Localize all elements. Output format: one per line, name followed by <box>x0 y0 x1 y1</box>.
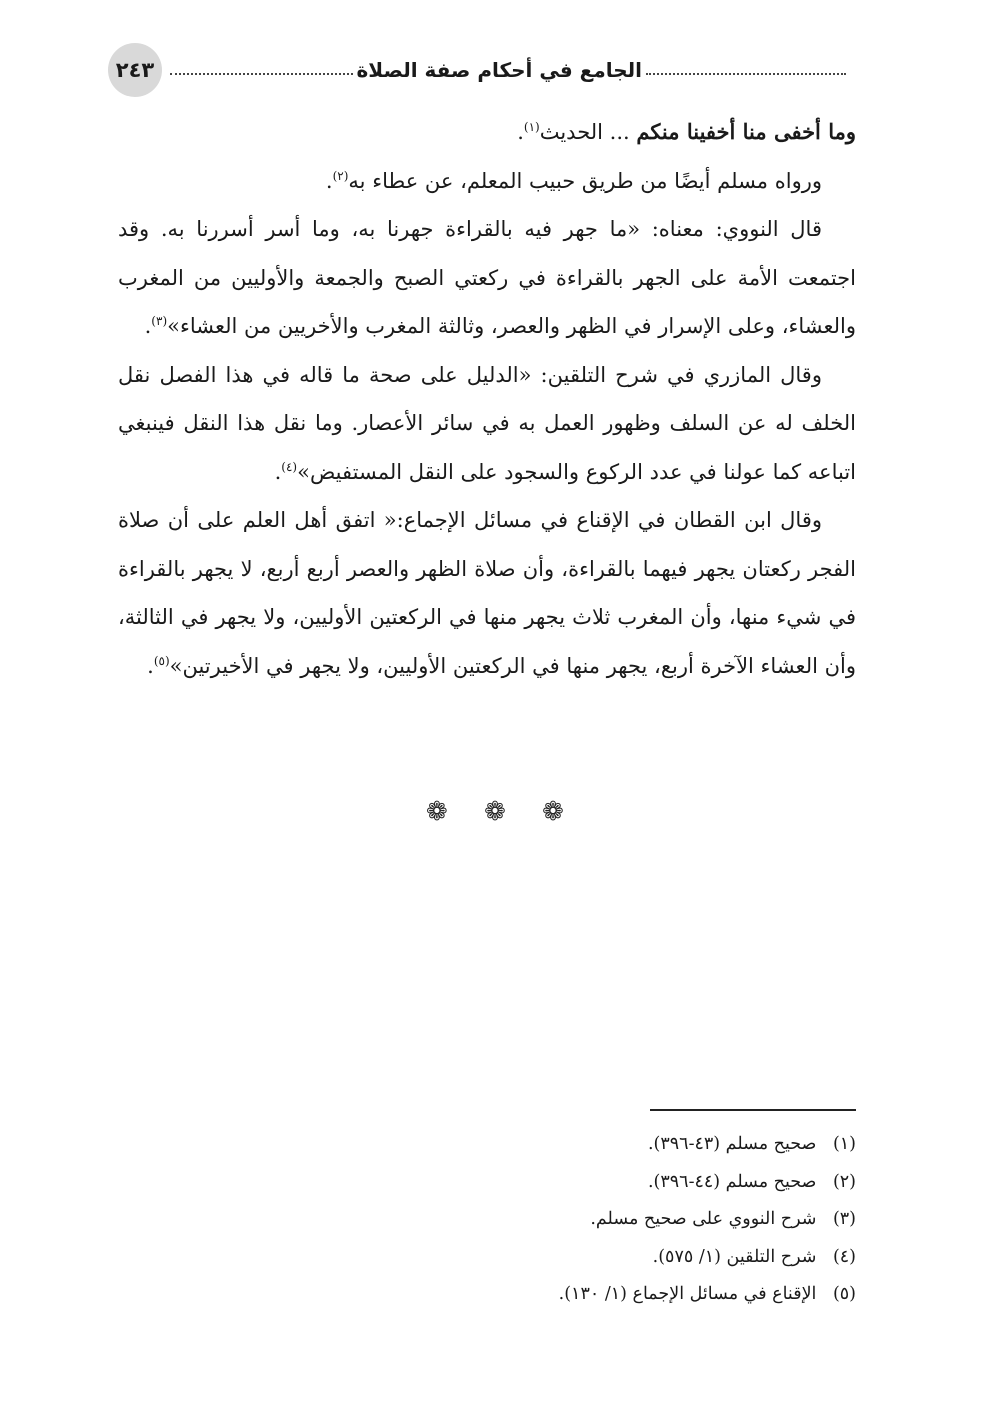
paragraph-5-end: . <box>147 653 154 678</box>
footnote-text: شرح النووي على صحيح مسلم. <box>590 1209 817 1229</box>
paragraph-3-text: قال النووي: معناه: «ما جهر فيه بالقراءة جهرنا به، وما أسر أسررنا به. وقد اجتمعت الأمة على الجهر بالقراءة في ركعتي الصبح والجمعة والأوليين من المغرب والعشاء، وعلى الإسرار في الظهر والعصر، وثالثة المغرب والأخريين من العشاء» <box>118 217 856 338</box>
hadith-quote: وما أخفى منا أخفينا منكم <box>636 119 856 144</box>
paragraph-2 <box>118 157 856 206</box>
footnote-divider <box>650 1109 856 1111</box>
paragraph-3-end: . <box>144 314 152 338</box>
paragraph-2-end: . <box>325 168 333 193</box>
footnote-number: (٤) <box>832 1246 856 1267</box>
footnote-number: (١) <box>832 1134 856 1154</box>
footnote-text: صحيح مسلم (٤٤-٣٩٦). <box>647 1171 817 1192</box>
page-header <box>108 42 846 98</box>
footnote-number: (٥) <box>832 1284 856 1304</box>
footnote-ref-4[interactable]: (٤) <box>281 459 298 474</box>
footnotes <box>300 1126 856 1314</box>
footnote-number: (٣) <box>832 1209 856 1229</box>
paragraph-3 <box>118 205 856 351</box>
footnote-number: (٢) <box>832 1171 856 1192</box>
paragraph-4 <box>118 351 856 497</box>
paragraph-4-text: وقال المازري في شرح التلقين: «الدليل على صحة ما قاله في هذا الفصل نقل الخلف له عن السلف وظهور العمل به في سائر الأعصار. وما نقل هذا النقل فينبغي اتباعه كما عولنا في عدد الركوع والسجود على النقل المستفيض» <box>118 362 857 484</box>
footnote-1 <box>300 1126 856 1164</box>
footnote-text: صحيح مسلم (٤٣-٣٩٦). <box>647 1134 817 1154</box>
running-title: الجامع في أحكام صفة الصلاة <box>356 58 642 82</box>
paragraph-5-text: وقال ابن القطان في الإقناع في مسائل الإجماع:« اتفق أهل العلم على أن صلاة الفجر ركعتان يجهر فيهما بالقراءة، وأن صلاة الظهر والعصر أربع أربع، لا يجهر بالقراءة في شيء منها، وأن المغرب ثلاث يجهر منها في الركعتين الأوليين، ولا يجهر في الثالثة، وأن العشاء الآخرة أربع، يجهر منها في الركعتين الأوليين، ولا يجهر في الأخيرتين» <box>118 508 856 678</box>
footnote-ref-3[interactable]: (٣) <box>151 314 168 328</box>
paragraph-1-end: . <box>517 120 524 144</box>
footnote-ref-5[interactable]: (٥) <box>153 653 170 668</box>
footnote-text: الإقناع في مسائل الإجماع (١/ ١٣٠). <box>558 1284 817 1304</box>
paragraph-2-text: ورواه مسلم أيضًا من طريق حبيب المعلم، عن عطاء به <box>348 168 822 193</box>
page-number: ٢٤٣ <box>108 43 162 97</box>
section-separator-ornaments: ❁ ❁ ❁ <box>426 797 578 827</box>
footnote-ref-1[interactable]: (١) <box>523 120 540 134</box>
paragraph-4-end: . <box>274 459 282 484</box>
footnote-4 <box>300 1239 856 1277</box>
footnote-2 <box>300 1164 856 1202</box>
footnote-text: شرح التلقين (١/ ٥٧٥). <box>652 1246 817 1267</box>
footnote-3 <box>300 1201 856 1239</box>
footnote-5 <box>300 1276 856 1314</box>
header-dots-left <box>170 73 353 75</box>
footnote-ref-2[interactable]: (٢) <box>332 168 349 183</box>
header-dots-right <box>646 73 846 75</box>
paragraph-1-text: ... الحديث <box>539 120 637 144</box>
paragraph-5 <box>118 496 856 690</box>
paragraph-1 <box>118 108 856 157</box>
body-text <box>118 108 856 690</box>
